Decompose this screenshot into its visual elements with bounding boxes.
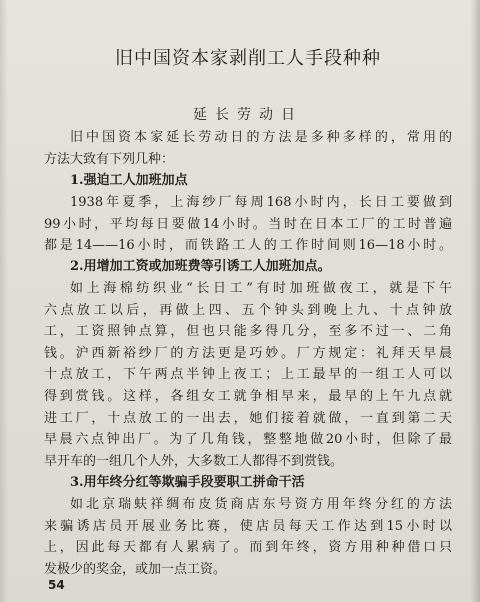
text-line: 六点放工以后，再做上四、五个钟头到晚上九、十点钟放 — [44, 302, 452, 318]
intro-paragraph — [44, 127, 452, 170]
page-number: 54 — [48, 578, 65, 592]
text-line: 钱。沪西新裕纱厂的方法更是巧妙。厂方规定：礼拜天早晨 — [44, 345, 452, 361]
text-line: 旧中国资本家延长劳动日的方法是多种多样的，常用的 — [70, 130, 452, 145]
text-line: 来骗诱店员开展业务比赛，使店员每天工作达到15小时以 — [44, 518, 452, 534]
text-line: 如北京瑞蚨祥绸布皮货商店东号资方用年终分红的方法 — [70, 497, 452, 512]
heading-year-end-bonus — [44, 472, 452, 494]
text-line: 得到赏钱。这样，各组女工就争相早来，最早的上午九点就 — [44, 388, 452, 404]
heading-wage-incentives — [44, 256, 452, 278]
paragraph-ruifuxiang — [44, 494, 452, 580]
heading-line: 2.用增加工资或加班费等引诱工人加班加点。 — [70, 259, 331, 274]
paragraph-cotton-mills — [44, 192, 452, 257]
text-line: 早开车的一组几个人外，大多数工人都得不到赏钱。 — [44, 453, 344, 469]
heading-line: 1.强迫工人加班加点 — [70, 173, 188, 188]
text-line: 都是14——16小时，而铁路工人的工作时间则16—18小时。 — [44, 238, 452, 254]
heading-line: 3.用年终分红等欺骗手段要职工拼命干活 — [70, 475, 305, 490]
text-line: 早晨六点钟出厂。为了几角钱，整整地做20小时，但除了最 — [44, 432, 452, 448]
text-line: 方法大致有下列几种： — [44, 151, 175, 167]
text-line: 进工厂，十点放工的一出去，她们接着就做，一直到第二天 — [44, 410, 452, 426]
section-title: 延长劳动日 — [193, 107, 303, 123]
text-line: 发极少的奖金，或加一点工资。 — [44, 561, 227, 577]
text-line: 1938年夏季，上海纱厂每周168小时内，长日工要做到 — [70, 195, 452, 210]
heading-forced-overtime — [44, 170, 452, 192]
book-title: 旧中国资本家剥削工人手段种种 — [115, 48, 381, 69]
text-line: 工，工资照钟点算，但也只能多得几分，至多不过一、二角 — [44, 324, 452, 340]
text-line: 上，因此每天都有人累病了。而到年终，资方用种种借口只 — [44, 540, 452, 556]
text-line: 十点放工，下午两点半钟上夜工；上工最早的一组工人可以 — [44, 367, 452, 383]
paragraph-night-work — [44, 278, 452, 472]
text-line: 如上海棉纺织业“长日工”有时加班做夜工，就是下午 — [70, 281, 452, 296]
text-line: 99小时，平均每日要做14小时。当时在日本工厂的工时普遍 — [44, 216, 452, 232]
